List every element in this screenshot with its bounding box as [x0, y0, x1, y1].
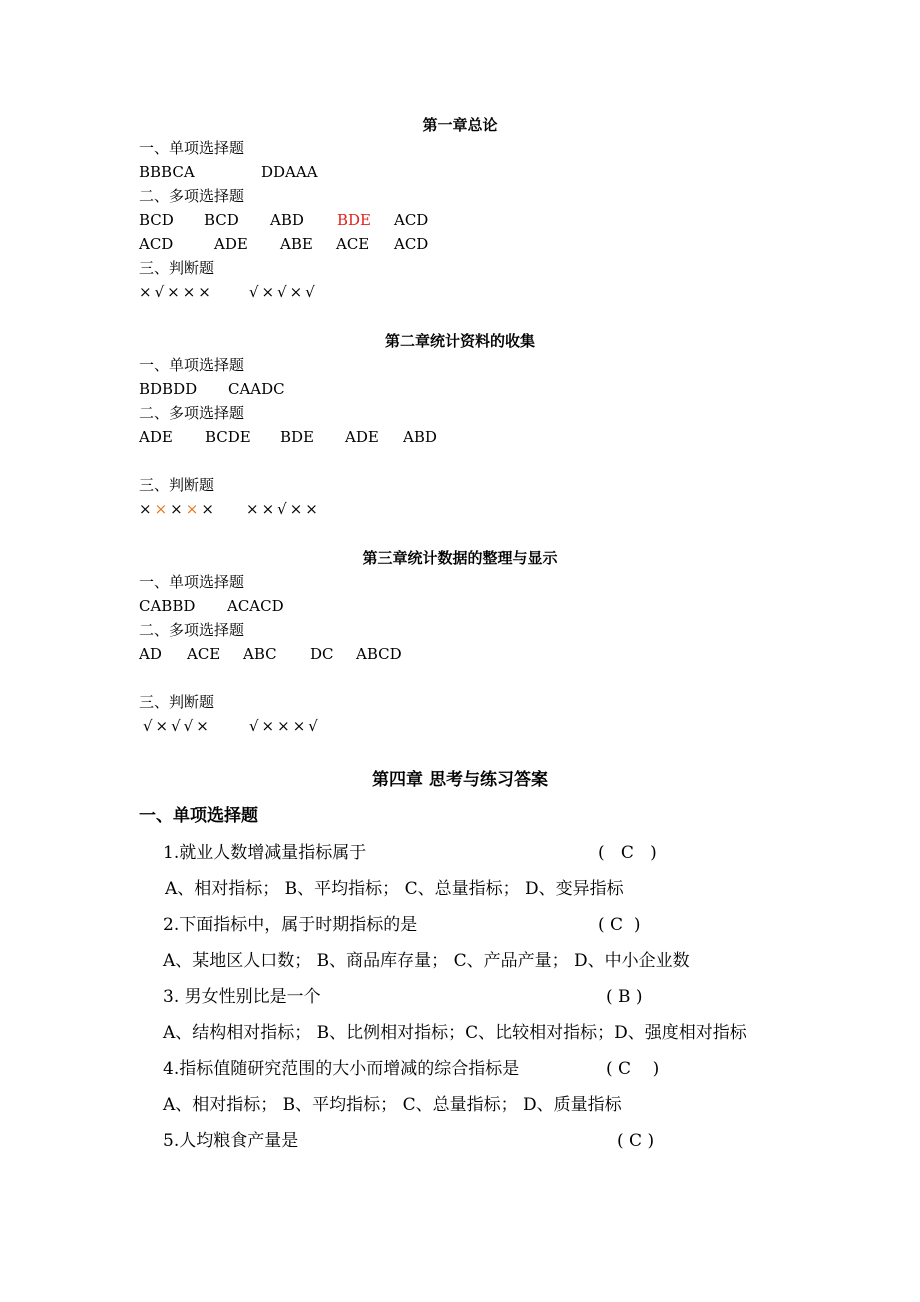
question-2-options: A、某地区人口数； B、商品库存量； C、产品产量； D、中小企业数: [163, 951, 690, 971]
answer-group: √×√√×: [143, 717, 212, 735]
question-5: 5.人均粮食产量是: [163, 1131, 299, 1151]
ch2-multi-choice-heading: 二、多项选择题: [139, 404, 245, 422]
answer-item: ACD: [394, 235, 429, 253]
answer-item: ABD: [270, 211, 304, 229]
answer-item: AD: [139, 645, 162, 663]
answer-item: DC: [310, 645, 334, 663]
question-1: 1.就业人数增减量指标属于: [163, 843, 367, 863]
answer-mark: ×: [139, 500, 155, 518]
answer-item: ACD: [394, 211, 429, 229]
ch3-true-false-heading: 三、判断题: [139, 693, 215, 711]
answer-group: DDAAA: [261, 163, 318, 181]
ch2-true-false-heading: 三、判断题: [139, 476, 215, 494]
ch1-single-choice-heading: 一、单项选择题: [139, 139, 245, 157]
answer-item: ACE: [187, 645, 221, 663]
chapter-1-title: 第一章总论: [422, 116, 498, 134]
question-4-options: A、相对指标； B、平均指标； C、总量指标； D、质量指标: [163, 1095, 622, 1115]
answer-item: ABCD: [356, 645, 402, 663]
answer-item: ABC: [243, 645, 277, 663]
ch2-single-choice-heading: 一、单项选择题: [139, 356, 245, 374]
ch1-true-false-heading: 三、判断题: [139, 259, 215, 277]
ch3-single-choice-heading: 一、单项选择题: [139, 573, 245, 591]
answer-group: √×√×√: [249, 283, 318, 301]
chapter-2-title: 第二章统计资料的收集: [384, 332, 535, 350]
chapter-3-title: 第三章统计数据的整理与显示: [362, 549, 558, 567]
answer-group: ACACD: [227, 597, 284, 615]
question-3-options: A、结构相对指标； B、比例相对指标；C、比较相对指标；D、强度相对指标: [163, 1023, 747, 1043]
answer-mark-highlighted: ×: [154, 500, 171, 518]
question-2-answer: ( C ): [598, 915, 641, 935]
question-2: 2.下面指标中，属于时期指标的是: [163, 915, 418, 935]
question-3-answer: ( B ): [606, 987, 643, 1007]
answer-item: BCD: [204, 211, 239, 229]
answer-item: ACD: [139, 235, 174, 253]
answer-mark: ×: [170, 500, 186, 518]
answer-group: ××√××: [246, 500, 321, 518]
answer-item: BDE: [280, 428, 314, 446]
answer-item: ABD: [403, 428, 437, 446]
question-4-answer: ( C ): [606, 1059, 660, 1079]
answer-group: BDBDD: [139, 380, 198, 398]
ch1-multi-choice-heading: 二、多项选择题: [139, 187, 245, 205]
answer-item: ADE: [139, 428, 173, 446]
answer-group: CABBD: [139, 597, 196, 615]
answer-item: ADE: [214, 235, 248, 253]
ch3-multi-choice-heading: 二、多项选择题: [139, 621, 245, 639]
answer-item: ABE: [280, 235, 313, 253]
answer-item-highlighted: BDE: [337, 211, 371, 229]
question-1-answer: ( C ): [598, 843, 657, 863]
answer-group: [139, 499, 217, 519]
question-5-answer: ( C ): [617, 1131, 655, 1151]
question-4: 4.指标值随研究范围的大小而增减的综合指标是: [163, 1059, 520, 1079]
chapter-4-title: 第四章 思考与练习答案: [372, 770, 548, 790]
answer-group: √×××√: [249, 717, 321, 735]
answer-group: BBBCA: [139, 163, 195, 181]
answer-item: ADE: [345, 428, 379, 446]
answer-mark-highlighted: ×: [185, 500, 202, 518]
answer-item: BCDE: [205, 428, 251, 446]
answer-item: BCD: [139, 211, 174, 229]
answer-mark: ×: [201, 500, 217, 518]
answer-group: ×√×××: [139, 283, 214, 301]
answer-item: ACE: [336, 235, 370, 253]
ch4-single-choice-heading: 一、单项选择题: [139, 806, 258, 826]
answer-group: CAADC: [228, 380, 285, 398]
question-3: 3. 男女性别比是一个: [163, 987, 321, 1007]
question-1-options: A、相对指标； B、平均指标； C、总量指标； D、变异指标: [165, 879, 624, 899]
